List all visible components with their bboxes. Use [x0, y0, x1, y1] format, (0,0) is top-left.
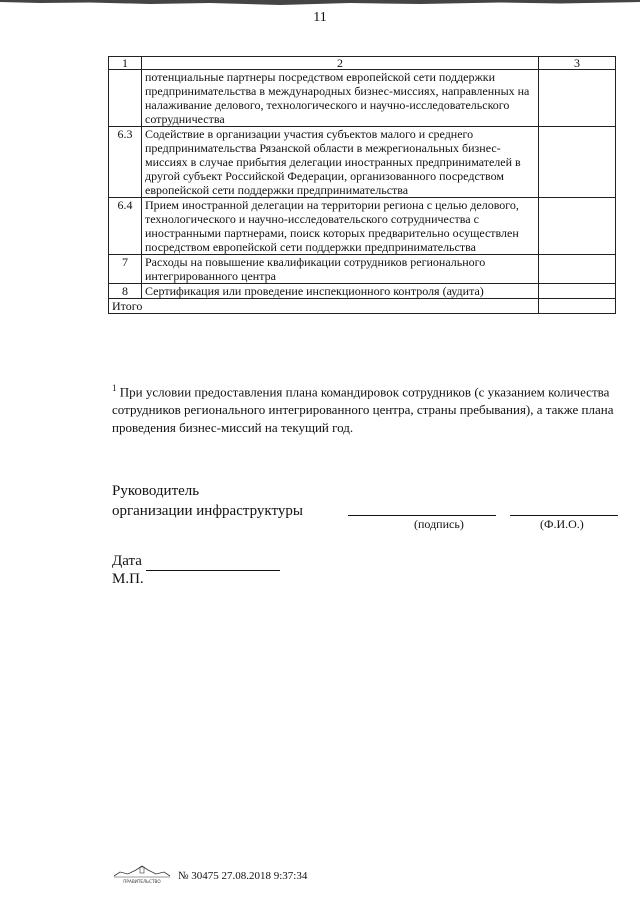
emblem-lettering: ПРАВИТЕЛЬСТВО: [123, 879, 161, 884]
row-text: потенциальные партнеры посредством европейской сети поддержки предпринимательства в международных бизнес-миссиях, направленных на налаживание делового, технологического и научно-исследовательского сотрудничества: [142, 70, 539, 127]
row-number: [109, 70, 142, 127]
row-number: 6.3: [109, 127, 142, 198]
table-row: [109, 127, 616, 198]
table-total-row: [109, 299, 616, 314]
row-value: [539, 127, 616, 198]
total-label: Итого: [109, 299, 539, 314]
row-value: [539, 255, 616, 284]
row-value: [539, 70, 616, 127]
row-text: Содействие в организации участия субъектов малого и среднего предпринимательства Рязанской области в межрегиональных бизнес-миссиях в случае прибытия делегации иностранных предпринимателей в другой субъект Российской Федерации, организованного посредством европейской сети поддержки предпринимательства: [142, 127, 539, 198]
total-value: [539, 299, 616, 314]
table-row: [109, 198, 616, 255]
signatory-title: [112, 481, 303, 521]
footnote-text: При условии предоставления плана командировок сотрудников (с указанием количества сотрудников регионального интегрированного центра, страны пребывания), а также плана проведения бизнес-миссий на текущий год.: [112, 384, 614, 436]
stamp-label: М.П.: [112, 571, 144, 587]
table-row: [109, 255, 616, 284]
table-header-row: [109, 57, 616, 70]
signatory-title-line-1: Руководитель: [112, 483, 200, 499]
row-text: Сертификация или проведение инспекционного контроля (аудита): [142, 284, 539, 299]
signature-caption: (подпись): [414, 517, 464, 531]
row-number: 7: [109, 255, 142, 284]
date-label: Дата: [112, 553, 142, 569]
row-text: Расходы на повышение квалификации сотрудников регионального интегрированного центра: [142, 255, 539, 284]
header-col-3: 3: [539, 57, 616, 70]
row-value: [539, 284, 616, 299]
row-number: 6.4: [109, 198, 142, 255]
table-row: [109, 70, 616, 127]
government-emblem-icon: [110, 864, 174, 884]
table-row: [109, 284, 616, 299]
name-caption: (Ф.И.О.): [540, 517, 584, 531]
header-col-2: 2: [142, 57, 539, 70]
row-text: Прием иностранной делегации на территории региона с целью делового, технологического и научно-исследовательского сотрудничества с иностранными партнерами, поиск которых предварительно осуществлен посредством европейской сети поддержки предпринимательства: [142, 198, 539, 255]
date-line: [146, 570, 280, 571]
page-number: 11: [313, 10, 327, 25]
name-line: [510, 515, 618, 516]
header-col-1: 1: [109, 57, 142, 70]
cost-table: [108, 56, 616, 314]
registration-stamp: № 30475 27.08.2018 9:37:34: [178, 870, 308, 882]
signature-line: [348, 515, 496, 516]
row-value: [539, 198, 616, 255]
footnote: [112, 379, 618, 437]
row-number: 8: [109, 284, 142, 299]
signatory-title-line-2: организации инфраструктуры: [112, 503, 303, 519]
footnote-marker: 1: [112, 383, 117, 393]
scan-edge-strip: [0, 0, 640, 8]
